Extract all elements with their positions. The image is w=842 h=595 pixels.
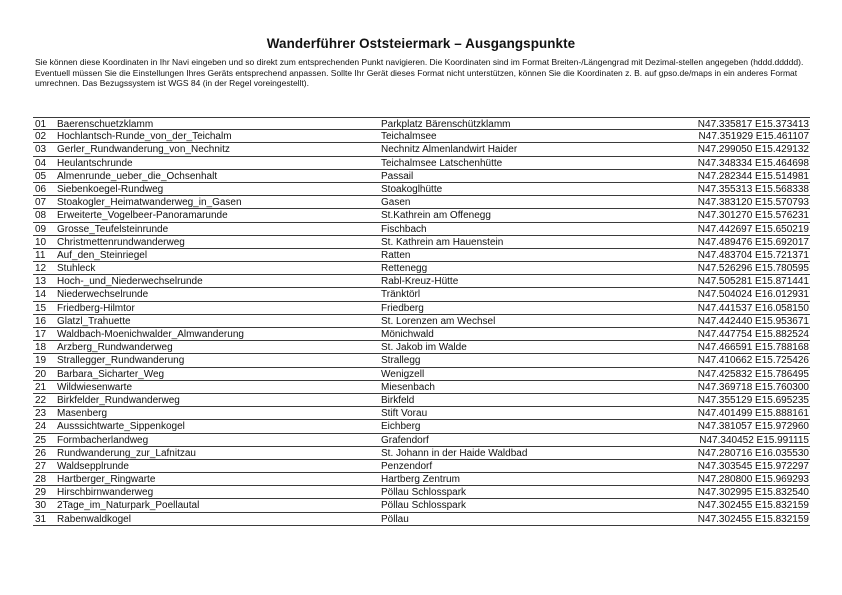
table-row (33, 249, 810, 262)
table-row (33, 209, 810, 222)
row-number: 17 (35, 329, 47, 340)
gps-coordinates: N47.282344 E15.514981 (697, 170, 809, 182)
intro-text (35, 57, 807, 89)
start-location: Mönichwald (381, 329, 434, 340)
table-row (33, 434, 810, 447)
table-row (33, 223, 810, 236)
gps-coordinates: N47.302455 E15.832159 (697, 500, 809, 512)
trail-name: Hartberger_Ringwarte (57, 474, 156, 486)
row-number: 19 (35, 355, 47, 367)
table-row (33, 460, 810, 473)
trail-name: 2Tage_im_Naturpark_Poellautal (57, 500, 200, 512)
gps-coordinates: N47.369718 E15.760300 (697, 381, 809, 393)
row-number: 25 (35, 434, 47, 446)
row-number: 10 (35, 236, 47, 248)
start-location: St. Jakob im Walde (381, 342, 467, 354)
trail-name: Waldbach-Moenichwalder_Almwanderung (57, 329, 244, 340)
row-number: 01 (35, 119, 47, 130)
gps-coordinates: N47.335817 E15.373413 (697, 119, 809, 130)
table-row (33, 117, 810, 130)
trail-name: Grosse_Teufelsteinrunde (57, 223, 169, 235)
trail-name: Auf_den_Steinriegel (57, 249, 148, 261)
gps-coordinates: N47.301270 E15.576231 (697, 210, 809, 222)
gps-coordinates: N47.401499 E15.888161 (697, 408, 809, 420)
gps-coordinates: N47.280800 E15.969293 (697, 474, 809, 486)
gps-coordinates: N47.489476 E15.692017 (697, 236, 809, 248)
table-row (33, 288, 810, 301)
trail-name: Hirschbirnwanderweg (57, 487, 154, 499)
start-location: Penzendorf (381, 460, 433, 472)
trail-name: Hochlantsch-Runde_von_der_Teichalm (57, 131, 232, 143)
document-title: Wanderführer Oststeiermark – Ausgangspunkte (266, 36, 576, 51)
trail-name: Masenberg (57, 408, 108, 420)
trail-name: Birkfelder_Rundwanderweg (57, 394, 180, 406)
row-number: 30 (35, 500, 47, 512)
gps-coordinates: N47.302455 E15.832159 (697, 513, 809, 525)
trail-name: Wildwiesenwarte (57, 381, 133, 393)
row-number: 08 (35, 210, 47, 222)
trail-name: Hoch-_und_Niederwechselrunde (57, 276, 203, 288)
row-number: 18 (35, 342, 47, 354)
table-row (33, 328, 810, 341)
trail-name: Rundwanderung_zur_Lafnitzau (57, 447, 196, 459)
table-row (33, 170, 810, 183)
start-location: Rabl-Kreuz-Hütte (381, 276, 459, 288)
start-location: Miesenbach (381, 381, 435, 393)
table-row (33, 447, 810, 460)
row-number: 28 (35, 474, 47, 486)
row-number: 06 (35, 183, 47, 195)
start-location: Ratten (381, 249, 411, 261)
gps-coordinates: N47.447754 E15.882524 (697, 329, 809, 340)
trail-name: Baerenschuetzklamm (57, 119, 154, 130)
start-location: Hartberg Zentrum (381, 474, 460, 486)
trail-name: Erweiterte_Vogelbeer-Panoramarunde (57, 210, 228, 222)
gps-coordinates: N47.466591 E15.788168 (697, 342, 809, 354)
start-location: Strallegg (381, 355, 421, 367)
gps-coordinates: N47.441537 E16.058150 (697, 302, 809, 314)
table-row (33, 315, 810, 328)
trail-name: Waldsepplrunde (57, 460, 129, 472)
gps-coordinates: N47.340452 E15.991115 (699, 434, 809, 446)
row-number: 16 (35, 315, 47, 327)
row-number: 22 (35, 394, 47, 406)
gps-coordinates: N47.303545 E15.972297 (697, 460, 809, 472)
gps-coordinates: N47.425832 E15.786495 (697, 368, 809, 380)
start-location: Tränktörl (381, 289, 421, 301)
gps-coordinates: N47.299050 E15.429132 (697, 144, 809, 156)
trail-name: Siebenkoegel-Rundweg (57, 183, 164, 195)
table-row (33, 236, 810, 249)
gps-coordinates: N47.383120 E15.570793 (697, 197, 809, 209)
table-row (33, 196, 810, 209)
table-row (33, 354, 810, 367)
start-location: Friedberg (381, 302, 424, 314)
start-location: Eichberg (381, 421, 421, 433)
start-location: St. Lorenzen am Wechsel (381, 315, 496, 327)
start-location: Passail (381, 170, 414, 182)
gps-coordinates: N47.504024 E16.012931 (697, 289, 809, 301)
gps-coordinates: N47.302995 E15.832540 (697, 487, 809, 499)
gps-coordinates: N47.442440 E15.953671 (697, 315, 809, 327)
row-number: 21 (35, 381, 47, 393)
trail-name: Friedberg-Hilmtor (57, 302, 135, 314)
row-number: 29 (35, 487, 47, 499)
table-row (33, 394, 810, 407)
trail-name: Strallegger_Rundwanderung (57, 355, 185, 367)
trail-name: Barbara_Sicharter_Weg (57, 368, 165, 380)
table-row (33, 275, 810, 288)
row-number: 13 (35, 276, 47, 288)
start-location: St. Kathrein am Hauenstein (381, 236, 504, 248)
trail-name: Rabenwaldkogel (57, 513, 131, 525)
start-location: Pöllau (381, 513, 409, 525)
gps-coordinates: N47.348334 E15.464698 (697, 157, 809, 169)
row-number: 03 (35, 144, 47, 156)
start-location: Rettenegg (381, 263, 428, 275)
table-row (33, 499, 810, 512)
trail-name: Gerler_Rundwanderung_von_Nechnitz (57, 144, 230, 156)
start-location: Stoakoglhütte (381, 183, 443, 195)
trail-name: Formbacherlandweg (57, 434, 149, 446)
row-number: 26 (35, 447, 47, 459)
table-row (33, 381, 810, 394)
table-row (33, 513, 810, 526)
table-row (33, 368, 810, 381)
start-location: Teichalmsee Latschenhütte (381, 157, 503, 169)
start-location: St.Kathrein am Offenegg (381, 210, 491, 222)
trail-name: Ausssichtwarte_Sippenkogel (57, 421, 185, 433)
start-location: Pöllau Schlosspark (381, 500, 467, 512)
row-number: 23 (35, 408, 47, 420)
table-row (33, 341, 810, 354)
table-row (33, 130, 810, 143)
gps-coordinates: N47.280716 E16.035530 (697, 447, 809, 459)
row-number: 04 (35, 157, 47, 169)
start-location: Parkplatz Bärenschützklamm (381, 119, 511, 130)
trail-name: Arzberg_Rundwanderweg (57, 342, 173, 354)
trail-name: Christmettenrundwanderweg (57, 236, 185, 248)
start-location: Grafendorf (381, 434, 429, 446)
trail-name: Niederwechselrunde (57, 289, 149, 301)
row-number: 24 (35, 421, 47, 433)
table-row (33, 420, 810, 433)
row-number: 05 (35, 170, 47, 182)
gps-coordinates: N47.483704 E15.721371 (697, 249, 809, 261)
table-row (33, 473, 810, 486)
table-row (33, 262, 810, 275)
row-number: 11 (35, 249, 46, 261)
gps-coordinates: N47.381057 E15.972960 (697, 421, 809, 433)
gps-coordinates: N47.442697 E15.650219 (697, 223, 809, 235)
row-number: 31 (35, 513, 47, 525)
row-number: 15 (35, 302, 47, 314)
gps-coordinates: N47.505281 E15.871441 (697, 276, 809, 288)
table-row (33, 302, 810, 315)
row-number: 02 (35, 131, 47, 143)
start-location: Nechnitz Almenlandwirt Haider (381, 144, 518, 156)
start-location: Stift Vorau (381, 408, 428, 420)
table-row (33, 183, 810, 196)
intro-paragraph: Eventuell müssen Sie die Einstellungen Ihres Geräts entsprechend anpassen. Sollte Ihr Gerät dieses Format nicht unterstützen, können Sie die Koordinaten z. B. auf gpso.de/maps in ein anderes Format umrechnen. Das Bezugssystem ist WGS 84 (in der Regel voreingestellt). (35, 67, 798, 89)
start-location: Birkfeld (381, 394, 415, 406)
start-location: Teichalmsee (381, 131, 437, 143)
trail-name: Stoakogler_Heimatwanderweg_in_Gasen (57, 197, 242, 209)
table-row (33, 157, 810, 170)
row-number: 09 (35, 223, 47, 235)
table-row (33, 486, 810, 499)
gps-coordinates: N47.355313 E15.568338 (697, 183, 809, 195)
row-number: 14 (35, 289, 47, 301)
trail-name: Stuhleck (57, 263, 96, 275)
start-location: Pöllau Schlosspark (381, 487, 467, 499)
row-number: 20 (35, 368, 47, 380)
trailhead-table (33, 117, 810, 526)
gps-coordinates: N47.526296 E15.780595 (697, 263, 809, 275)
gps-coordinates: N47.351929 E15.461107 (698, 131, 809, 143)
gps-coordinates: N47.410662 E15.725426 (697, 355, 809, 367)
trail-name: Glatzl_Trahuette (57, 315, 131, 327)
start-location: Wenigzell (381, 368, 425, 380)
table-row (33, 143, 810, 156)
trail-name: Heulantschrunde (57, 157, 133, 169)
start-location: St. Johann in der Haide Waldbad (381, 447, 528, 459)
table-row (33, 407, 810, 420)
row-number: 07 (35, 197, 47, 209)
start-location: Fischbach (381, 223, 427, 235)
trail-name: Almenrunde_ueber_die_Ochsenhalt (57, 170, 218, 182)
intro-paragraph: Sie können diese Koordinaten in Ihr Navi eingeben und so direkt zum entsprechenden Punkt navigieren. Die Koordinaten sind im Format Breiten-/Längengrad mit Dezimal-stellen angegeben (hddd.ddddd). (35, 57, 804, 67)
row-number: 27 (35, 460, 47, 472)
gps-coordinates: N47.355129 E15.695235 (697, 394, 809, 406)
start-location: Gasen (381, 197, 411, 209)
row-number: 12 (35, 263, 47, 275)
